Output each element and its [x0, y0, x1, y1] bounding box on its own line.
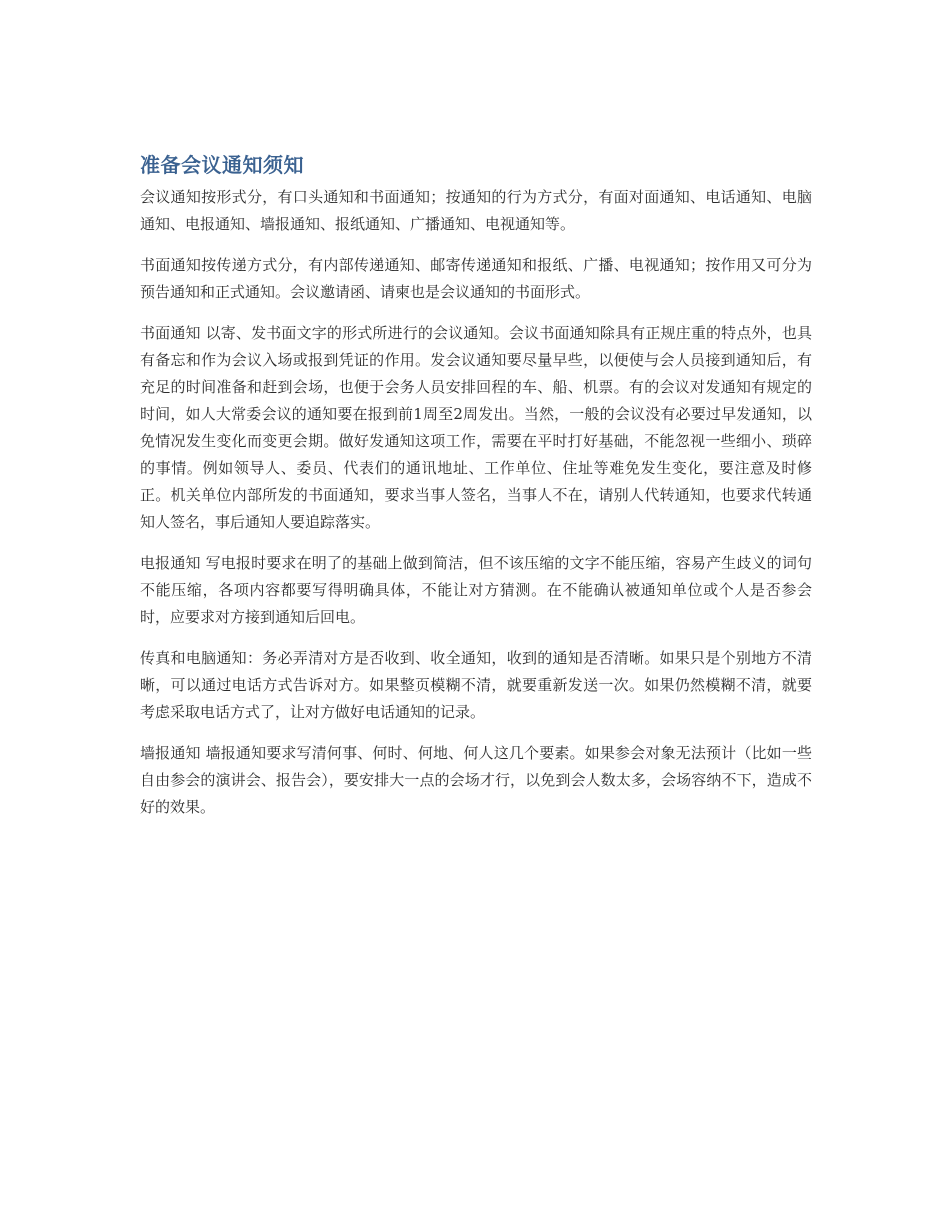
- document-body: [140, 150, 812, 835]
- paragraph-written-notice-types: 书面通知按传递方式分，有内部传递通知、邮寄传递通知和报纸、广播、电视通知；按作用又可分为预告通知和正式通知。会议邀请函、请柬也是会议通知的书面形式。: [140, 256, 812, 301]
- paragraph-fax-computer-notice: 传真和电脑通知：务必弄清对方是否收到、收全通知，收到的通知是否清晰。如果只是个别地方不清晰，可以通过电话方式告诉对方。如果整页模糊不清，就要重新发送一次。如果仍然模糊不清，就要考虑采取电话方式了，让对方做好电话通知的记录。: [140, 649, 812, 721]
- paragraph-written-notice: 书面通知 以寄、发书面文字的形式所进行的会议通知。会议书面通知除具有正规庄重的特点外，也具有备忘和作为会议入场或报到凭证的作用。发会议通知要尽量早些，以便使与会人员接到通知后，有充足的时间准备和赶到会场，也便于会务人员安排回程的车、船、机票。有的会议对发通知有规定的时间，如人大常委会议的通知要在报到前1周至2周发出。当然，一般的会议没有必要过早发通知，以免情况发生变化而变更会期。做好发通知这项工作，需要在平时打好基础，不能忽视一些细小、琐碎的事情。例如领导人、委员、代表们的通讯地址、工作单位、住址等难免发生变化，要注意及时修正。机关单位内部所发的书面通知，要求当事人签名，当事人不在，请别人代转通知，也要求代转通知人签名，事后通知人要追踪落实。: [140, 324, 812, 531]
- paragraph-wall-notice: 墙报通知 墙报通知要求写清何事、何时、何地、何人这几个要素。如果参会对象无法预计（比如一些自由参会的演讲会、报告会），要安排大一点的会场才行，以免到会人数太多，会场容纳不下，造成不好的效果。: [140, 744, 812, 816]
- document-title: 准备会议通知须知: [140, 153, 304, 177]
- paragraph-telegram-notice: 电报通知 写电报时要求在明了的基础上做到简洁，但不该压缩的文字不能压缩，容易产生歧义的词句不能压缩，各项内容都要写得明确具体，不能让对方猜测。在不能确认被通知单位或个人是否参会时，应要求对方接到通知后回电。: [140, 554, 812, 626]
- paragraph-notice-forms: 会议通知按形式分，有口头通知和书面通知；按通知的行为方式分，有面对面通知、电话通知、电脑通知、电报通知、墙报通知、报纸通知、广播通知、电视通知等。: [140, 188, 812, 233]
